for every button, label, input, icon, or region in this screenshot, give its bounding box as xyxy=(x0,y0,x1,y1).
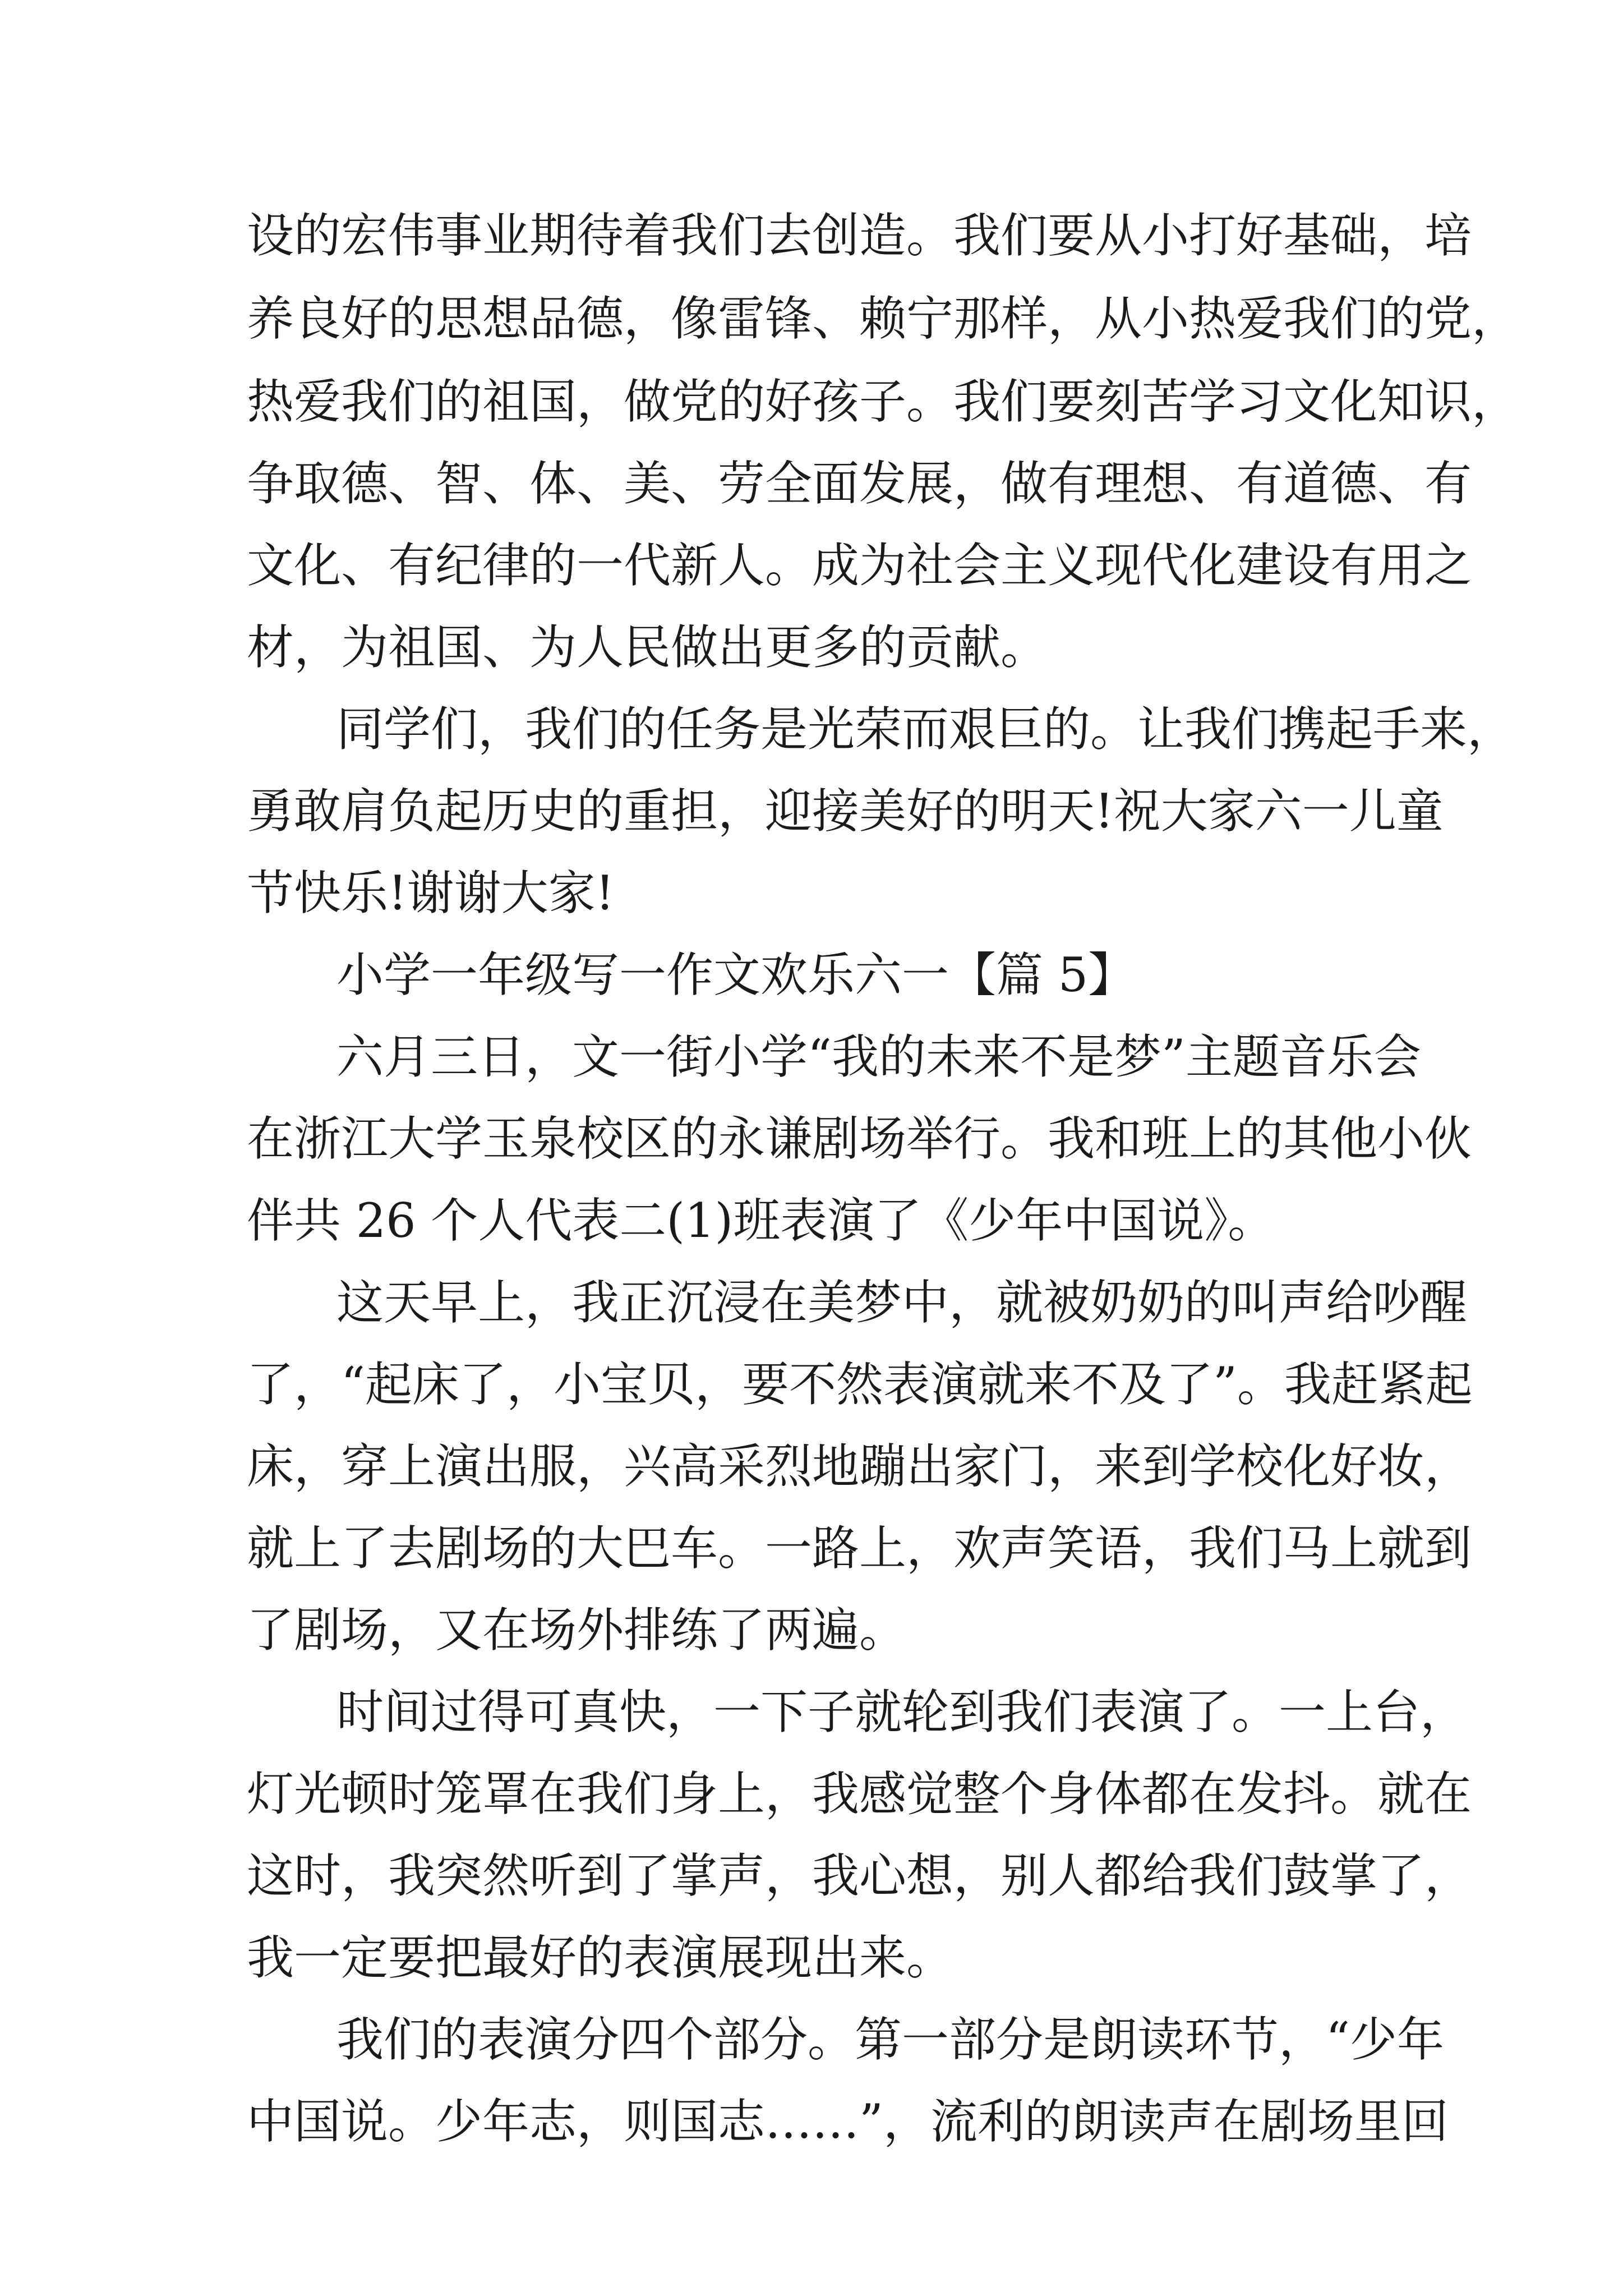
text-line: 我一定要把最好的表演展现出来。 xyxy=(247,1930,954,1985)
text-line: 了，“起床了，小宝贝，要不然表演就来不及了”。我赶紧起 xyxy=(247,1357,1473,1412)
text-line: 文化、有纪律的一代新人。成为社会主义现代化建设有用之 xyxy=(247,538,1472,593)
text-line: 六月三日，文一街小学“我的未来不是梦”主题音乐会 xyxy=(336,1029,1421,1084)
text-line: 中国说。少年志，则国志……”，流利的朗读声在剧场里回 xyxy=(247,2094,1449,2149)
text-line: 时间过得可真快，一下子就轮到我们表演了。一上台， xyxy=(336,1685,1468,1740)
text-line: 这时，我突然听到了掌声，我心想，别人都给我们鼓掌了， xyxy=(247,1848,1472,1903)
text-line: 伴共 26 个人代表二(1)班表演了《少年中国说》。 xyxy=(247,1193,1275,1248)
text-line: 热爱我们的祖国，做党的好孩子。我们要刻苦学习文化知识， xyxy=(247,374,1519,429)
text-line: 设的宏伟事业期待着我们去创造。我们要从小打好基础，培 xyxy=(247,208,1472,263)
text-line: 在浙江大学玉泉校区的永谦剧场举行。我和班上的其他小伙 xyxy=(247,1111,1472,1166)
text-line: 我们的表演分四个部分。第一部分是朗读环节，“少年 xyxy=(336,2012,1444,2067)
text-line: 床，穿上演出服，兴高采烈地蹦出家门，来到学校化好妆， xyxy=(247,1439,1472,1494)
text-line: 这天早上，我正沉浸在美梦中，就被奶奶的叫声给吵醒 xyxy=(336,1275,1468,1330)
text-line: 了剧场，又在场外排练了两遍。 xyxy=(247,1603,907,1658)
text-line: 勇敢肩负起历史的重担，迎接美好的明天!祝大家六一儿童 xyxy=(247,784,1444,839)
text-line: 材，为祖国、为人民做出更多的贡献。 xyxy=(247,620,1048,675)
text-line: 同学们，我们的任务是光荣而艰巨的。让我们携起手来， xyxy=(336,702,1515,757)
text-line: 养良好的思想品德，像雷锋、赖宁那样，从小热爱我们的党， xyxy=(247,291,1519,346)
text-line: 争取德、智、体、美、劳全面发展，做有理想、有道德、有 xyxy=(247,456,1472,511)
text-line: 就上了去剧场的大巴车。一路上，欢声笑语，我们马上就到 xyxy=(247,1521,1472,1576)
section-heading: 小学一年级写一作文欢乐六一【篇 5】 xyxy=(336,947,1136,1002)
text-line: 节快乐!谢谢大家! xyxy=(247,866,615,921)
text-line: 灯光顿时笼罩在我们身上，我感觉整个身体都在发抖。就在 xyxy=(247,1766,1472,1821)
